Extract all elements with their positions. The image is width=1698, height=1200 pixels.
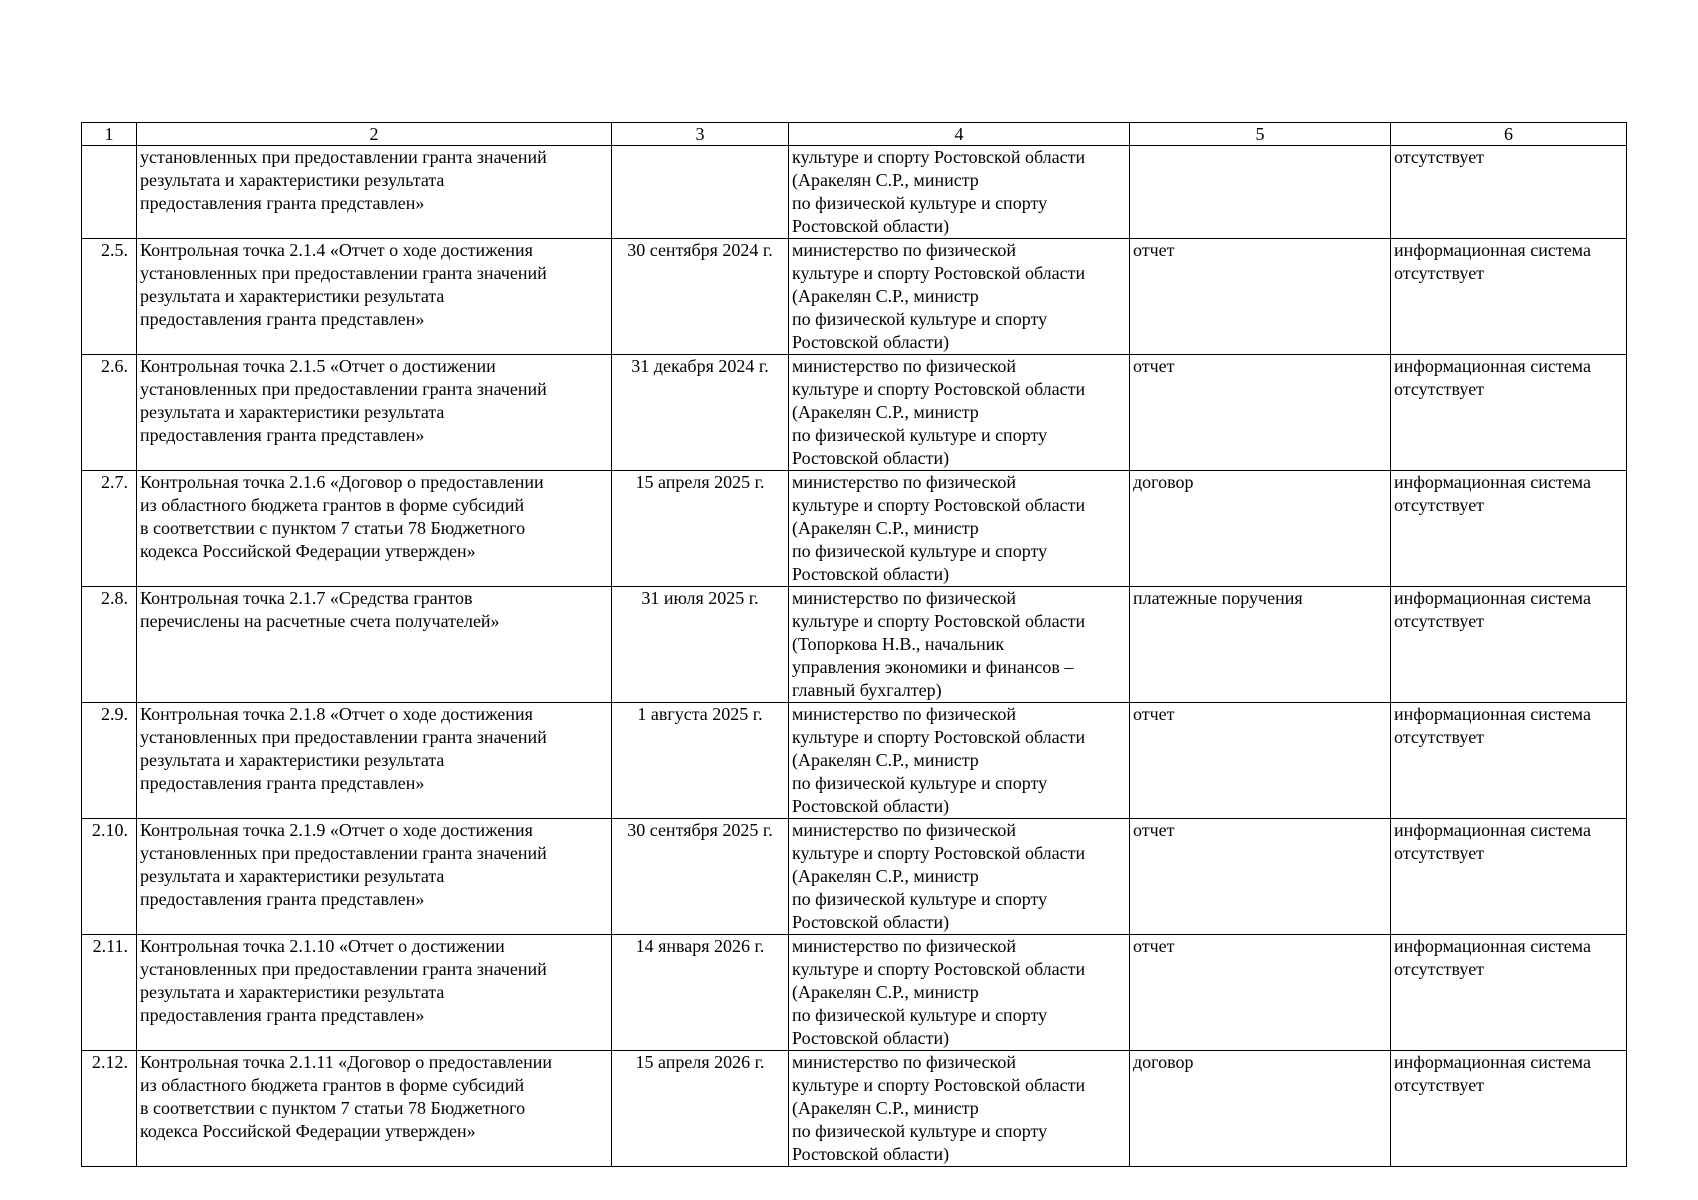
row-responsible: министерство по физической культуре и спорту Ростовской области (Аракелян С.Р., министр по физической культуре и спорту Ростовской области) [789,935,1130,1051]
row-date: 15 апреля 2026 г. [612,1051,789,1167]
row-control-point: Контрольная точка 2.1.4 «Отчет о ходе достижения установленных при предоставлении гранта значений результата и характеристики результата предоставления гранта представлен» [137,239,612,355]
continuation-responsible: культуре и спорту Ростовской области (Аракелян С.Р., министр по физической культуре и спорту Ростовской области) [789,146,1130,239]
continuation-num [82,146,137,239]
row-control-point: Контрольная точка 2.1.6 «Договор о предоставлении из областного бюджета грантов в форме субсидий в соответствии с пунктом 7 статьи 78 Бюджетного кодекса Российской Федерации утвержден» [137,471,612,587]
table-row [82,471,1627,587]
table-row [82,1051,1627,1167]
row-document-type: отчет [1130,239,1391,355]
row-info-system: информационная система отсутствует [1391,471,1627,587]
row-responsible: министерство по физической культуре и спорту Ростовской области (Аракелян С.Р., министр по физической культуре и спорту Ростовской области) [789,355,1130,471]
row-number: 2.6. [82,355,137,471]
row-document-type: отчет [1130,703,1391,819]
row-date: 31 декабря 2024 г. [612,355,789,471]
row-number: 2.8. [82,587,137,703]
row-responsible: министерство по физической культуре и спорту Ростовской области (Аракелян С.Р., министр по физической культуре и спорту Ростовской области) [789,471,1130,587]
continuation-system: отсутствует [1391,146,1627,239]
row-responsible: министерство по физической культуре и спорту Ростовской области (Аракелян С.Р., министр по физической культуре и спорту Ростовской области) [789,819,1130,935]
row-control-point: Контрольная точка 2.1.11 «Договор о предоставлении из областного бюджета грантов в форме субсидий в соответствии с пунктом 7 статьи 78 Бюджетного кодекса Российской Федерации утвержден» [137,1051,612,1167]
header-cell-3: 3 [612,123,789,146]
table-row [82,355,1627,471]
row-info-system: информационная система отсутствует [1391,935,1627,1051]
row-date: 1 августа 2025 г. [612,703,789,819]
row-date: 14 января 2026 г. [612,935,789,1051]
row-number: 2.12. [82,1051,137,1167]
row-responsible: министерство по физической культуре и спорту Ростовской области (Аракелян С.Р., министр по физической культуре и спорту Ростовской области) [789,239,1130,355]
table-row [82,703,1627,819]
table-row [82,819,1627,935]
row-info-system: информационная система отсутствует [1391,587,1627,703]
header-cell-1: 1 [82,123,137,146]
row-control-point: Контрольная точка 2.1.5 «Отчет о достижении установленных при предоставлении гранта значений результата и характеристики результата предоставления гранта представлен» [137,355,612,471]
row-document-type: договор [1130,471,1391,587]
row-date: 30 сентября 2024 г. [612,239,789,355]
row-date: 30 сентября 2025 г. [612,819,789,935]
table-row [82,239,1627,355]
row-number: 2.11. [82,935,137,1051]
row-document-type: платежные поручения [1130,587,1391,703]
row-control-point: Контрольная точка 2.1.7 «Средства грантов перечислены на расчетные счета получателей» [137,587,612,703]
header-cell-5: 5 [1130,123,1391,146]
row-number: 2.7. [82,471,137,587]
row-control-point: Контрольная точка 2.1.8 «Отчет о ходе достижения установленных при предоставлении гранта значений результата и характеристики результата предоставления гранта представлен» [137,703,612,819]
row-responsible: министерство по физической культуре и спорту Ростовской области (Аракелян С.Р., министр по физической культуре и спорту Ростовской области) [789,1051,1130,1167]
row-control-point: Контрольная точка 2.1.9 «Отчет о ходе достижения установленных при предоставлении гранта значений результата и характеристики результата предоставления гранта представлен» [137,819,612,935]
continuation-document [1130,146,1391,239]
row-info-system: информационная система отсутствует [1391,1051,1627,1167]
row-number: 2.5. [82,239,137,355]
row-info-system: информационная система отсутствует [1391,819,1627,935]
header-row [82,123,1627,146]
row-responsible: министерство по физической культуре и спорту Ростовской области (Топоркова Н.В., начальник управления экономики и финансов – главный бухгалтер) [789,587,1130,703]
row-date: 31 июля 2025 г. [612,587,789,703]
row-document-type: отчет [1130,819,1391,935]
table-row [82,935,1627,1051]
continuation-row [82,146,1627,239]
header-cell-4: 4 [789,123,1130,146]
row-responsible: министерство по физической культуре и спорту Ростовской области (Аракелян С.Р., министр по физической культуре и спорту Ростовской области) [789,703,1130,819]
row-number: 2.9. [82,703,137,819]
continuation-text: установленных при предоставлении гранта значений результата и характеристики результата предоставления гранта представлен» [137,146,612,239]
header-cell-6: 6 [1391,123,1627,146]
row-number: 2.10. [82,819,137,935]
row-document-type: договор [1130,1051,1391,1167]
control-points-table [81,122,1627,1167]
continuation-date [612,146,789,239]
row-info-system: информационная система отсутствует [1391,239,1627,355]
row-date: 15 апреля 2025 г. [612,471,789,587]
table-row [82,587,1627,703]
header-cell-2: 2 [137,123,612,146]
row-control-point: Контрольная точка 2.1.10 «Отчет о достижении установленных при предоставлении гранта значений результата и характеристики результата предоставления гранта представлен» [137,935,612,1051]
row-info-system: информационная система отсутствует [1391,355,1627,471]
row-document-type: отчет [1130,355,1391,471]
row-info-system: информационная система отсутствует [1391,703,1627,819]
row-document-type: отчет [1130,935,1391,1051]
